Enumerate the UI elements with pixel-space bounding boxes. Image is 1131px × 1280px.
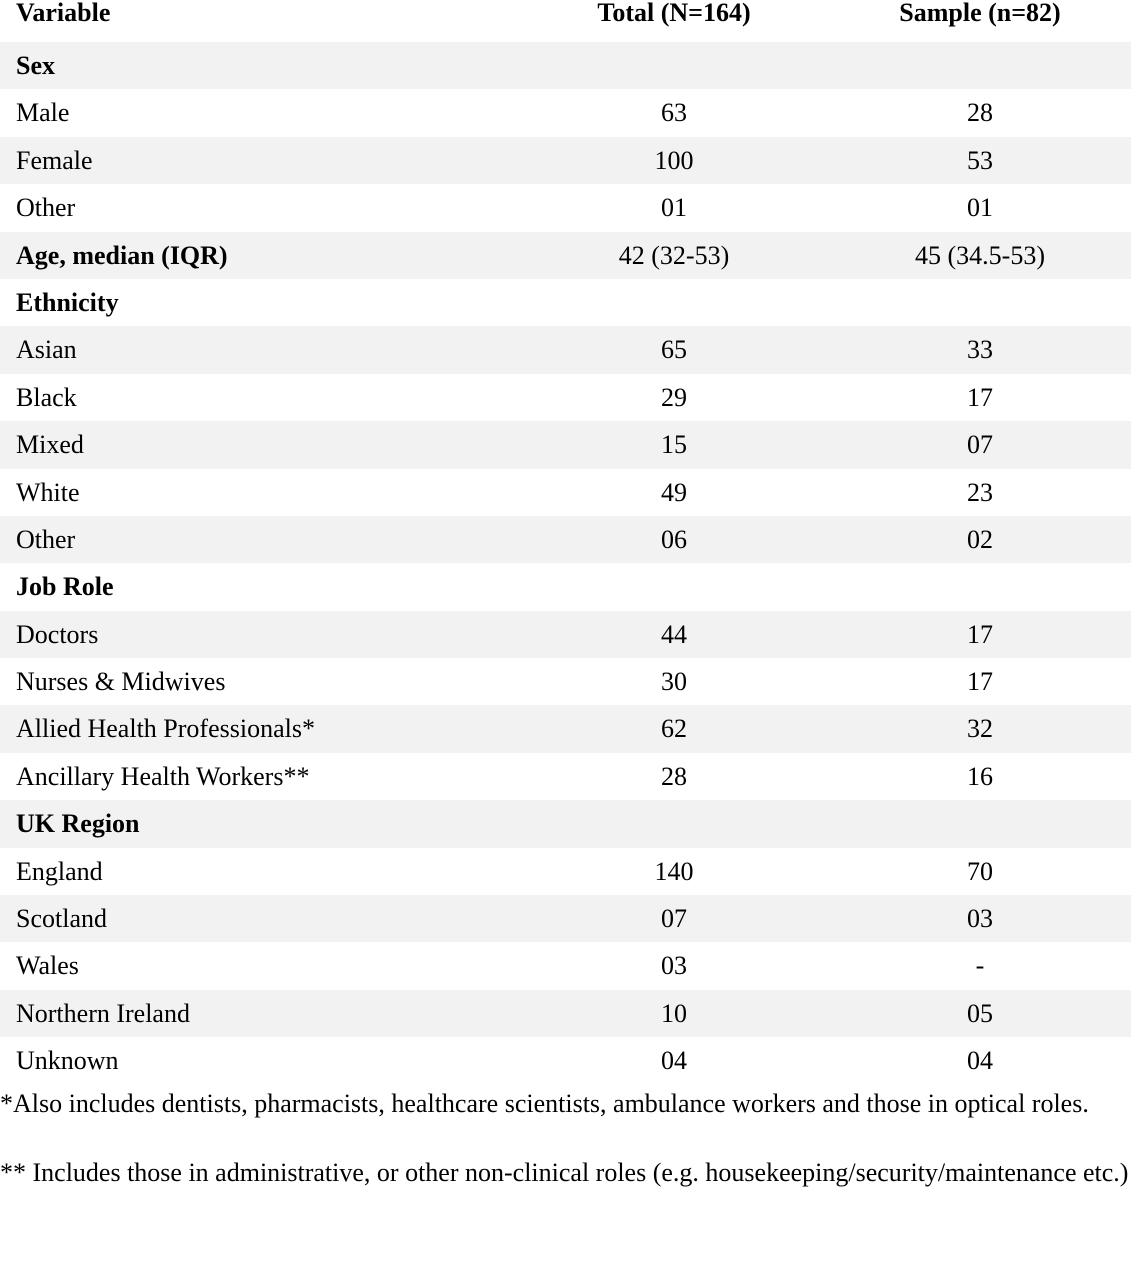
row-sample-value: 16 <box>967 761 993 791</box>
header-variable: Variable <box>16 0 111 27</box>
row-variable-label: Mixed <box>16 430 84 460</box>
row-sample-value <box>830 279 1130 326</box>
row-sample-value: 02 <box>967 524 993 554</box>
row-sample-value: 03 <box>967 904 993 934</box>
table-section-row <box>0 563 1131 610</box>
row-sample-value: 05 <box>967 998 993 1028</box>
row-variable-label: Sex <box>16 51 55 80</box>
row-variable-label: Female <box>16 145 93 175</box>
row-total-value: 100 <box>654 145 694 175</box>
row-sample-value: 01 <box>967 193 993 223</box>
row-sample-value: 28 <box>967 98 993 128</box>
table-row <box>0 184 1131 231</box>
table-row <box>0 895 1131 942</box>
row-total-value: 15 <box>661 430 687 460</box>
row-sample-value: 45 (34.5-53) <box>915 240 1045 270</box>
table-row <box>0 374 1131 421</box>
table-row <box>0 516 1131 563</box>
row-sample-value: 23 <box>967 477 993 507</box>
table-row <box>0 611 1131 658</box>
row-total-value: 07 <box>661 904 687 934</box>
row-sample-value: 32 <box>967 714 993 744</box>
table-row <box>0 942 1131 989</box>
row-sample-value <box>830 800 1130 847</box>
table-section-row <box>0 800 1131 847</box>
row-variable-label: Ethnicity <box>16 287 119 317</box>
row-variable-label: White <box>16 477 80 507</box>
row-total-value: 04 <box>661 1046 687 1076</box>
table-row <box>0 1037 1131 1084</box>
row-variable-label: Northern Ireland <box>16 998 190 1028</box>
row-total-value: 44 <box>661 619 687 649</box>
table-section-row <box>0 232 1131 279</box>
row-total-value: 01 <box>661 193 687 223</box>
row-variable-label: Other <box>16 193 76 223</box>
table-row <box>0 753 1131 800</box>
table-row <box>0 137 1131 184</box>
row-sample-value: 70 <box>967 856 993 886</box>
row-total-value: 42 (32-53) <box>618 240 730 270</box>
row-total-value: 03 <box>661 951 687 981</box>
table-header <box>0 0 1131 42</box>
row-total-value: 65 <box>661 335 687 365</box>
row-variable-label: Ancillary Health Workers** <box>16 761 310 791</box>
row-sample-value: 33 <box>967 335 993 365</box>
table-row <box>0 89 1131 136</box>
row-sample-value: - <box>975 951 985 981</box>
table-row <box>0 658 1131 705</box>
table-body <box>0 42 1131 1085</box>
row-variable-label: Male <box>16 98 70 128</box>
header-sample: Sample (n=82) <box>899 0 1061 27</box>
row-sample-value <box>830 563 1130 610</box>
footnote-allied: *Also includes dentists, pharmacists, healthcare scientists, ambulance workers and those in optical roles. <box>0 1089 1089 1118</box>
row-sample-value: 53 <box>967 145 993 175</box>
row-total-value: 10 <box>661 998 687 1028</box>
row-sample-value: 17 <box>967 382 993 412</box>
row-sample-value <box>830 42 1130 89</box>
row-variable-label: Nurses & Midwives <box>16 667 226 697</box>
row-variable-label: Wales <box>16 951 79 981</box>
row-total-value: 140 <box>654 856 694 886</box>
footnote-ancillary: ** Includes those in administrative, or other non-clinical roles (e.g. housekeeping/security/maintenance etc.) <box>0 1158 1129 1187</box>
row-variable-label: Scotland <box>16 904 107 934</box>
row-total-value <box>524 42 824 89</box>
table-section-row <box>0 42 1131 89</box>
footnotes <box>0 1080 1131 1196</box>
row-total-value: 29 <box>661 382 687 412</box>
row-total-value: 06 <box>661 524 687 554</box>
row-sample-value: 07 <box>967 430 993 460</box>
row-total-value <box>524 563 824 610</box>
row-total-value: 28 <box>661 761 687 791</box>
table-row <box>0 848 1131 895</box>
row-total-value: 30 <box>661 667 687 697</box>
table-section-row <box>0 279 1131 326</box>
header-total: Total (N=164) <box>597 0 751 27</box>
row-total-value <box>524 279 824 326</box>
row-sample-value: 04 <box>967 1046 993 1076</box>
table-row <box>0 469 1131 516</box>
table-row <box>0 421 1131 468</box>
row-total-value: 49 <box>661 477 687 507</box>
row-variable-label: Age, median (IQR) <box>16 240 228 270</box>
row-variable-label: Unknown <box>16 1046 119 1076</box>
row-total-value: 62 <box>661 714 687 744</box>
row-variable-label: Other <box>16 524 76 554</box>
row-total-value <box>524 800 824 847</box>
row-variable-label: Job Role <box>16 572 114 602</box>
table-row <box>0 990 1131 1037</box>
row-variable-label: Black <box>16 382 77 412</box>
row-sample-value: 17 <box>967 667 993 697</box>
row-variable-label: Doctors <box>16 619 99 649</box>
row-variable-label: UK Region <box>16 809 140 839</box>
row-total-value: 63 <box>661 98 687 128</box>
row-sample-value: 17 <box>967 619 993 649</box>
table-row <box>0 705 1131 752</box>
row-variable-label: England <box>16 856 103 886</box>
row-variable-label: Allied Health Professionals* <box>16 714 315 744</box>
row-variable-label: Asian <box>16 335 77 365</box>
table-row <box>0 326 1131 373</box>
